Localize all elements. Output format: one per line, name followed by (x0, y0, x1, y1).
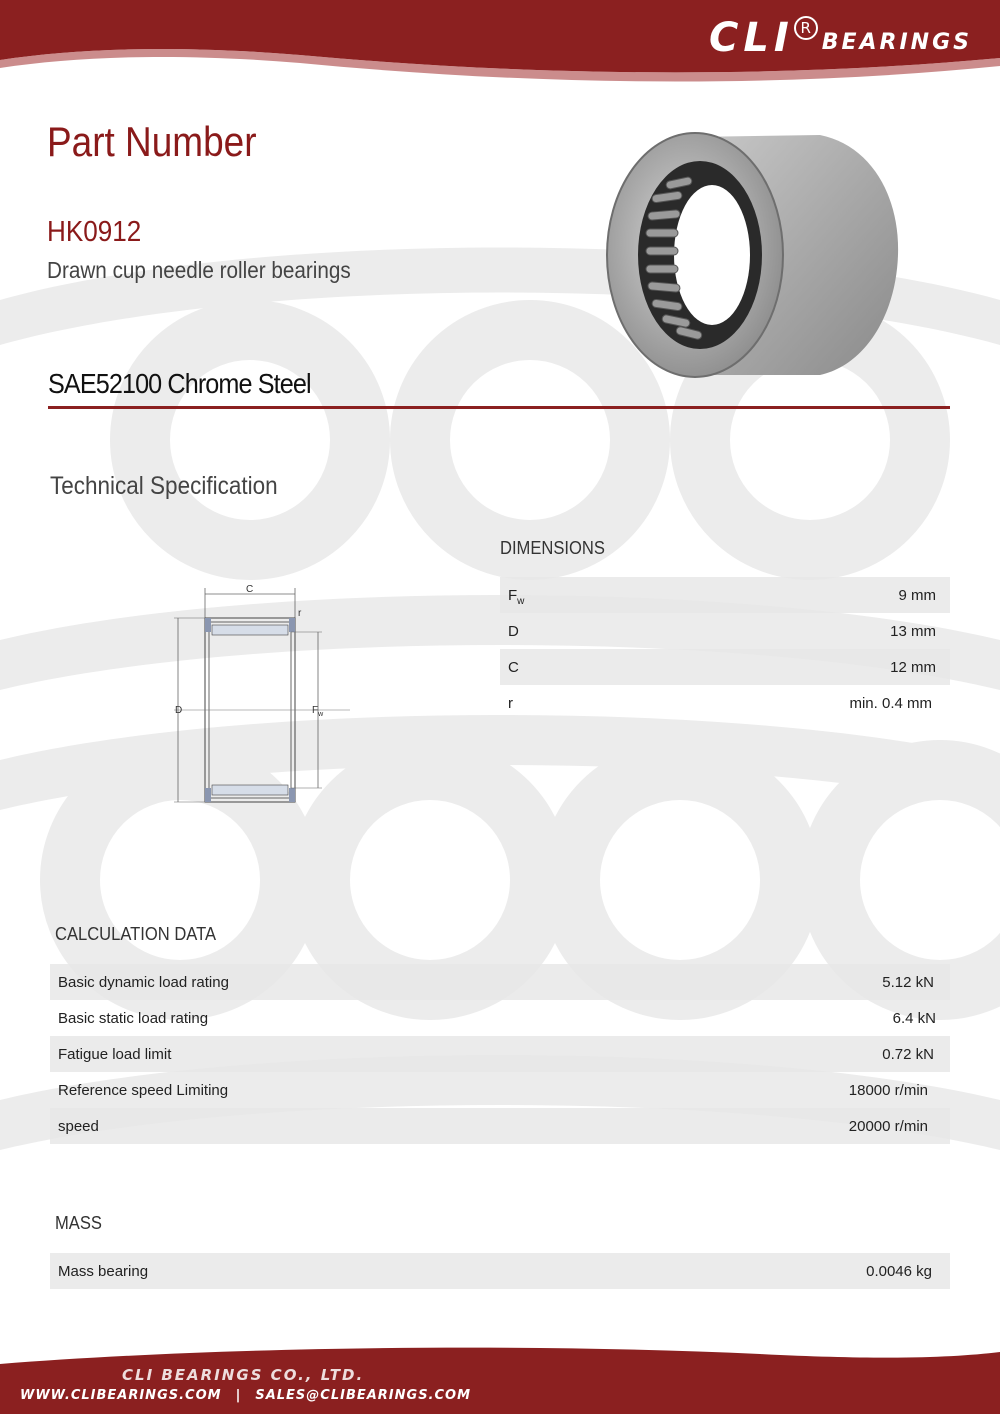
part-description: Drawn cup needle roller bearings (47, 257, 351, 283)
footer-contacts (20, 1388, 471, 1403)
dimension-key: D (508, 623, 519, 640)
mass-value: 0.0046 kg (866, 1263, 932, 1280)
bearing-technical-drawing (160, 580, 360, 810)
drawing-label-c: C (246, 584, 254, 595)
dimensions-heading: DIMENSIONS (500, 538, 605, 558)
table-row (500, 685, 950, 721)
mass-table (50, 1253, 950, 1289)
calc-key: Basic static load rating (58, 1010, 209, 1027)
page-title: Part Number (47, 118, 257, 165)
email-link[interactable]: SALES@CLIBEARINGS.COM (255, 1388, 472, 1403)
drawing-label-r: r (298, 608, 302, 619)
dimension-key: C (508, 659, 519, 676)
footer-separator: | (235, 1388, 242, 1403)
dimension-value: 13 mm (890, 623, 936, 640)
mass-heading: MASS (55, 1213, 102, 1233)
material-heading: SAE52100 Chrome Steel (48, 368, 311, 399)
calc-key: Basic dynamic load rating (58, 974, 229, 991)
table-row (50, 1108, 950, 1144)
dimension-key: r (508, 695, 513, 712)
calculation-table (50, 964, 950, 1144)
calc-key: Fatigue load limit (58, 1046, 172, 1063)
dimensions-table (500, 577, 950, 721)
calc-key: speed (58, 1118, 99, 1135)
section-divider (48, 406, 950, 409)
brand-logo[interactable] (709, 16, 972, 64)
table-row (500, 613, 950, 649)
table-row (50, 1000, 950, 1036)
website-link[interactable]: WWW.CLIBEARINGS.COM (20, 1388, 222, 1403)
calc-value: 18000 r/min (848, 1082, 928, 1099)
registered-mark: R (794, 16, 818, 40)
drawing-label-d: D (175, 705, 183, 716)
mass-key: Mass bearing (58, 1263, 149, 1280)
table-row (50, 1072, 950, 1108)
calculation-heading: CALCULATION DATA (55, 924, 217, 944)
table-row (50, 1036, 950, 1072)
calc-value: 20000 r/min (848, 1118, 928, 1135)
dimension-value: 12 mm (890, 659, 936, 676)
dimension-value: min. 0.4 mm (849, 695, 932, 712)
calc-value: 6.4 kN (892, 1010, 936, 1027)
brand-suffix: BEARINGS (821, 30, 972, 55)
table-row (500, 649, 950, 685)
brand-name: CLI (709, 15, 794, 61)
table-row (50, 1253, 950, 1289)
table-row (50, 964, 950, 1000)
bearing-product-image (600, 125, 905, 385)
dimension-key: $F_w$ (508, 587, 525, 607)
calc-value: 0.72 kN (882, 1046, 934, 1063)
drawing-label-f: $F_w$ (312, 705, 324, 718)
calc-key: Reference speed Limiting (58, 1082, 229, 1099)
tech-spec-heading: Technical Specification (50, 472, 278, 500)
table-row (500, 577, 950, 613)
calc-value: 5.12 kN (882, 974, 934, 991)
dimension-value: 9 mm (898, 587, 936, 604)
company-name: CLI BEARINGS CO., LTD. (122, 1366, 365, 1384)
part-number: HK0912 (47, 216, 142, 248)
